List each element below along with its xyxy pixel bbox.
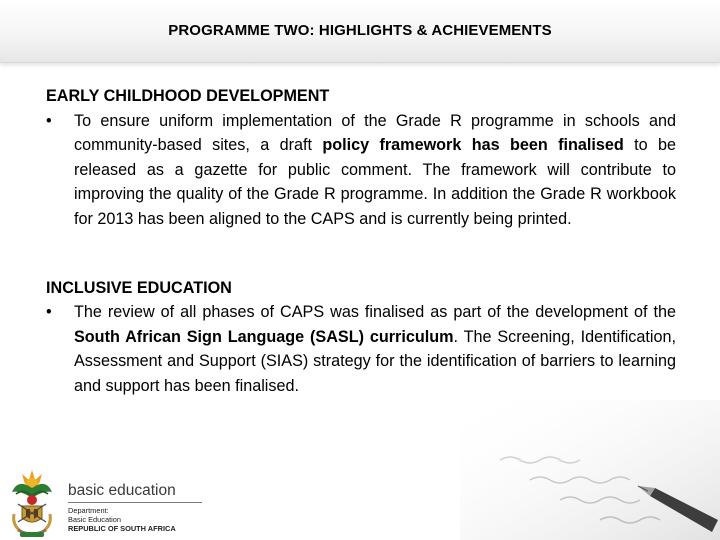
department-name: Basic Education	[68, 515, 121, 524]
bullet-text: . The Screening, Identification, Assessment and Support (SIAS) strategy for the identification of barriers to learning and support has been finalised.	[74, 327, 676, 395]
brand-divider	[68, 502, 202, 503]
title-bar	[0, 0, 720, 63]
country-name: REPUBLIC OF SOUTH AFRICA	[68, 524, 176, 533]
section-heading-inclusive: INCLUSIVE EDUCATION	[46, 278, 232, 297]
department-logo	[0, 462, 220, 540]
section-heading-ecd: EARLY CHILDHOOD DEVELOPMENT	[46, 87, 330, 105]
bullet-emphasis: policy framework has been finalised	[322, 136, 624, 155]
pen-and-paper-icon	[460, 400, 720, 540]
page-title: PROGRAMME TWO: HIGHLIGHTS & ACHIEVEMENTS	[168, 22, 552, 39]
bullet-text: The review of all phases of CAPS was finalised as part of the development of the	[74, 303, 676, 322]
bullet-text: to be released as a gazette for public comment. The framework will contribute to improving the quality of the Grade R programme. In addition the Grade R workbook for 2013 has been aligned to the CAPS and is currently being printed.	[74, 136, 676, 228]
bullet-icon: •	[46, 303, 52, 322]
bullet-icon: •	[46, 111, 52, 130]
department-label: Department:	[68, 506, 109, 515]
department-text	[68, 506, 176, 533]
bullet-text: To ensure uniform implementation of the Grade R programme in schools and community-based sites, a draft	[74, 111, 676, 155]
bullet-emphasis: South African Sign Language (SASL) curriculum	[74, 327, 454, 346]
brand-name: basic education	[68, 482, 176, 499]
bullet-item-inclusive	[46, 300, 676, 398]
coat-of-arms-icon	[4, 464, 60, 540]
slide-content	[46, 84, 676, 399]
bullet-item-ecd	[46, 109, 676, 232]
